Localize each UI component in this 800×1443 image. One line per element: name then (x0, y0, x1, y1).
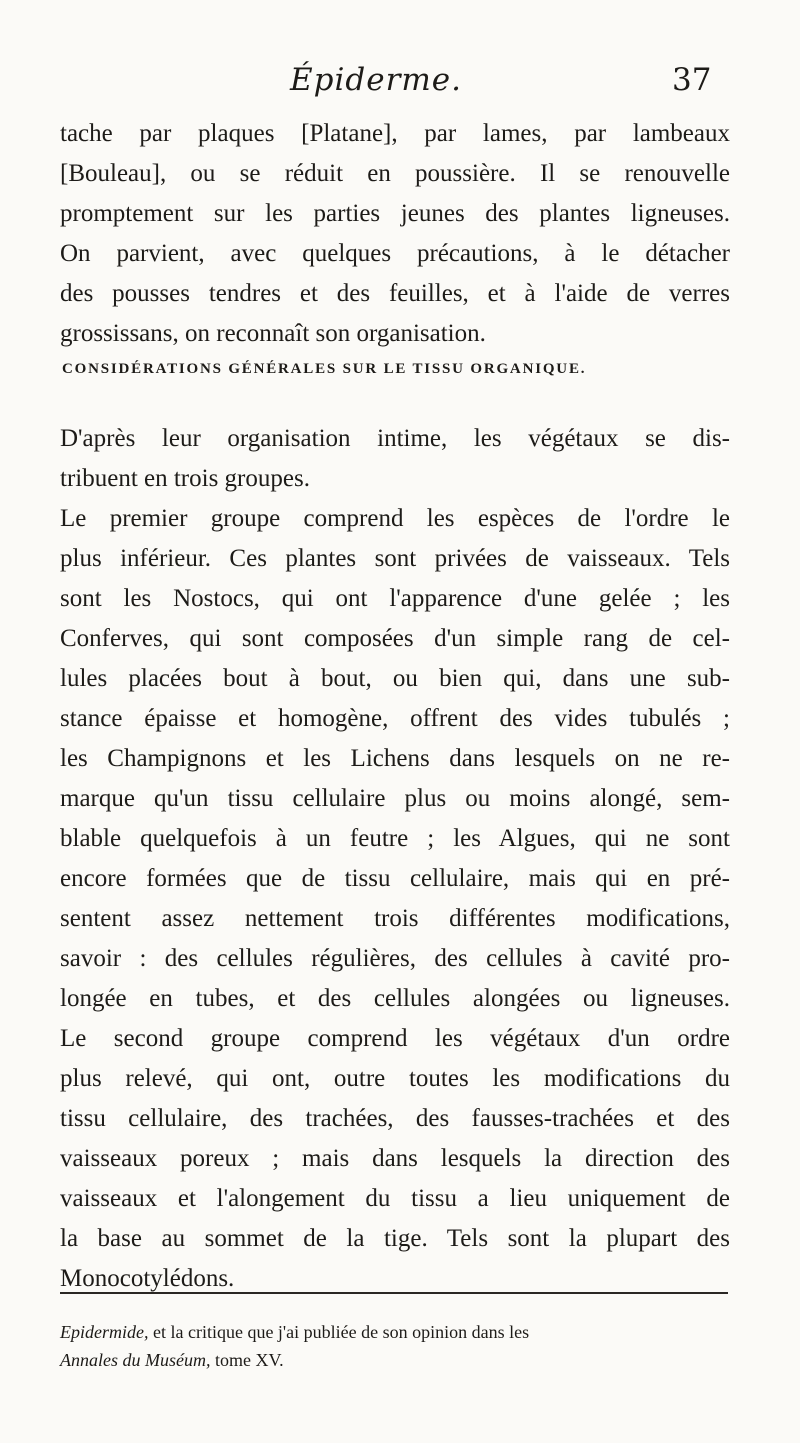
page-number: 37 (672, 62, 712, 98)
text-line: marque qu'un tissu cellulaire plus ou moins alongé, sem- (60, 785, 730, 812)
text-line: Monocotylédons. (60, 1265, 235, 1292)
text-line: sentent assez nettement trois différentes modifications, (60, 905, 730, 932)
section-heading: CONSIDÉRATIONS GÉNÉRALES SUR LE TISSU ORGANIQUE. (62, 361, 587, 377)
text-line: plus inférieur. Ces plantes sont privées de vaisseaux. Tels (60, 545, 730, 572)
text-line: vaisseaux et l'alongement du tissu a lieu uniquement de (60, 1185, 730, 1212)
text-line: Le second groupe comprend les végétaux d'un ordre (60, 1025, 730, 1052)
page-header (0, 62, 800, 112)
text-line: savoir : des cellules régulières, des cellules à cavité pro- (60, 945, 730, 972)
text-line: grossissans, on reconnaît son organisation. (60, 320, 486, 347)
text-line: longée en tubes, et des cellules alongées ou ligneuses. (60, 985, 730, 1012)
text-line: les Champignons et les Lichens dans lesquels on ne re- (60, 745, 730, 772)
text-line: tribuent en trois groupes. (60, 465, 310, 492)
paragraph-groups-intro (60, 419, 730, 499)
text-line: stance épaisse et homogène, offrent des vides tubulés ; (60, 705, 730, 732)
text-line: tache par plaques [Platane], par lames, par lambeaux (60, 120, 730, 147)
text-line: encore formées que de tissu cellulaire, mais qui en pré- (60, 865, 730, 892)
text-line: promptement sur les parties jeunes des plantes ligneuses. (60, 200, 730, 227)
text-line: Conferves, qui sont composées d'un simple rang de cel- (60, 625, 730, 652)
text-line: Le premier groupe comprend les espèces de l'ordre le (60, 505, 730, 532)
footnote-italic-title: Annales du Muséum, (60, 1350, 211, 1370)
paragraph-continued (60, 114, 730, 354)
text-line: blable quelquefois à un feutre ; les Algues, qui ne sont (60, 825, 730, 852)
text-line: des pousses tendres et des feuilles, et à l'aide de verres (60, 280, 730, 307)
text-line: la base au sommet de la tige. Tels sont la plupart des (60, 1225, 730, 1252)
footnote-line (60, 1346, 730, 1374)
running-title: Épiderme. (290, 62, 462, 98)
footnote (60, 1318, 730, 1374)
footnote-line (60, 1318, 730, 1346)
text-line: [Bouleau], ou se réduit en poussière. Il se renouvelle (60, 160, 730, 187)
text-line: vaisseaux poreux ; mais dans lesquels la direction des (60, 1145, 730, 1172)
paragraph-second-group (60, 1019, 730, 1299)
footnote-italic-term: Epidermide, (60, 1322, 149, 1342)
text-line: lules placées bout à bout, ou bien qui, dans une sub- (60, 665, 730, 692)
text-line: tissu cellulaire, des trachées, des fausses-trachées et des (60, 1105, 730, 1132)
text-line: sont les Nostocs, qui ont l'apparence d'une gelée ; les (60, 585, 730, 612)
footnote-text: tome XV. (210, 1350, 284, 1370)
text-line: plus relevé, qui ont, outre toutes les modifications du (60, 1065, 730, 1092)
text-line: On parvient, avec quelques précautions, à le détacher (60, 240, 730, 267)
footnote-text: et la critique que j'ai publiée de son opinion dans les (148, 1322, 530, 1342)
footnote-divider (60, 1292, 728, 1294)
paragraph-first-group (60, 499, 730, 1019)
text-line: D'après leur organisation intime, les végétaux se dis- (60, 425, 730, 452)
